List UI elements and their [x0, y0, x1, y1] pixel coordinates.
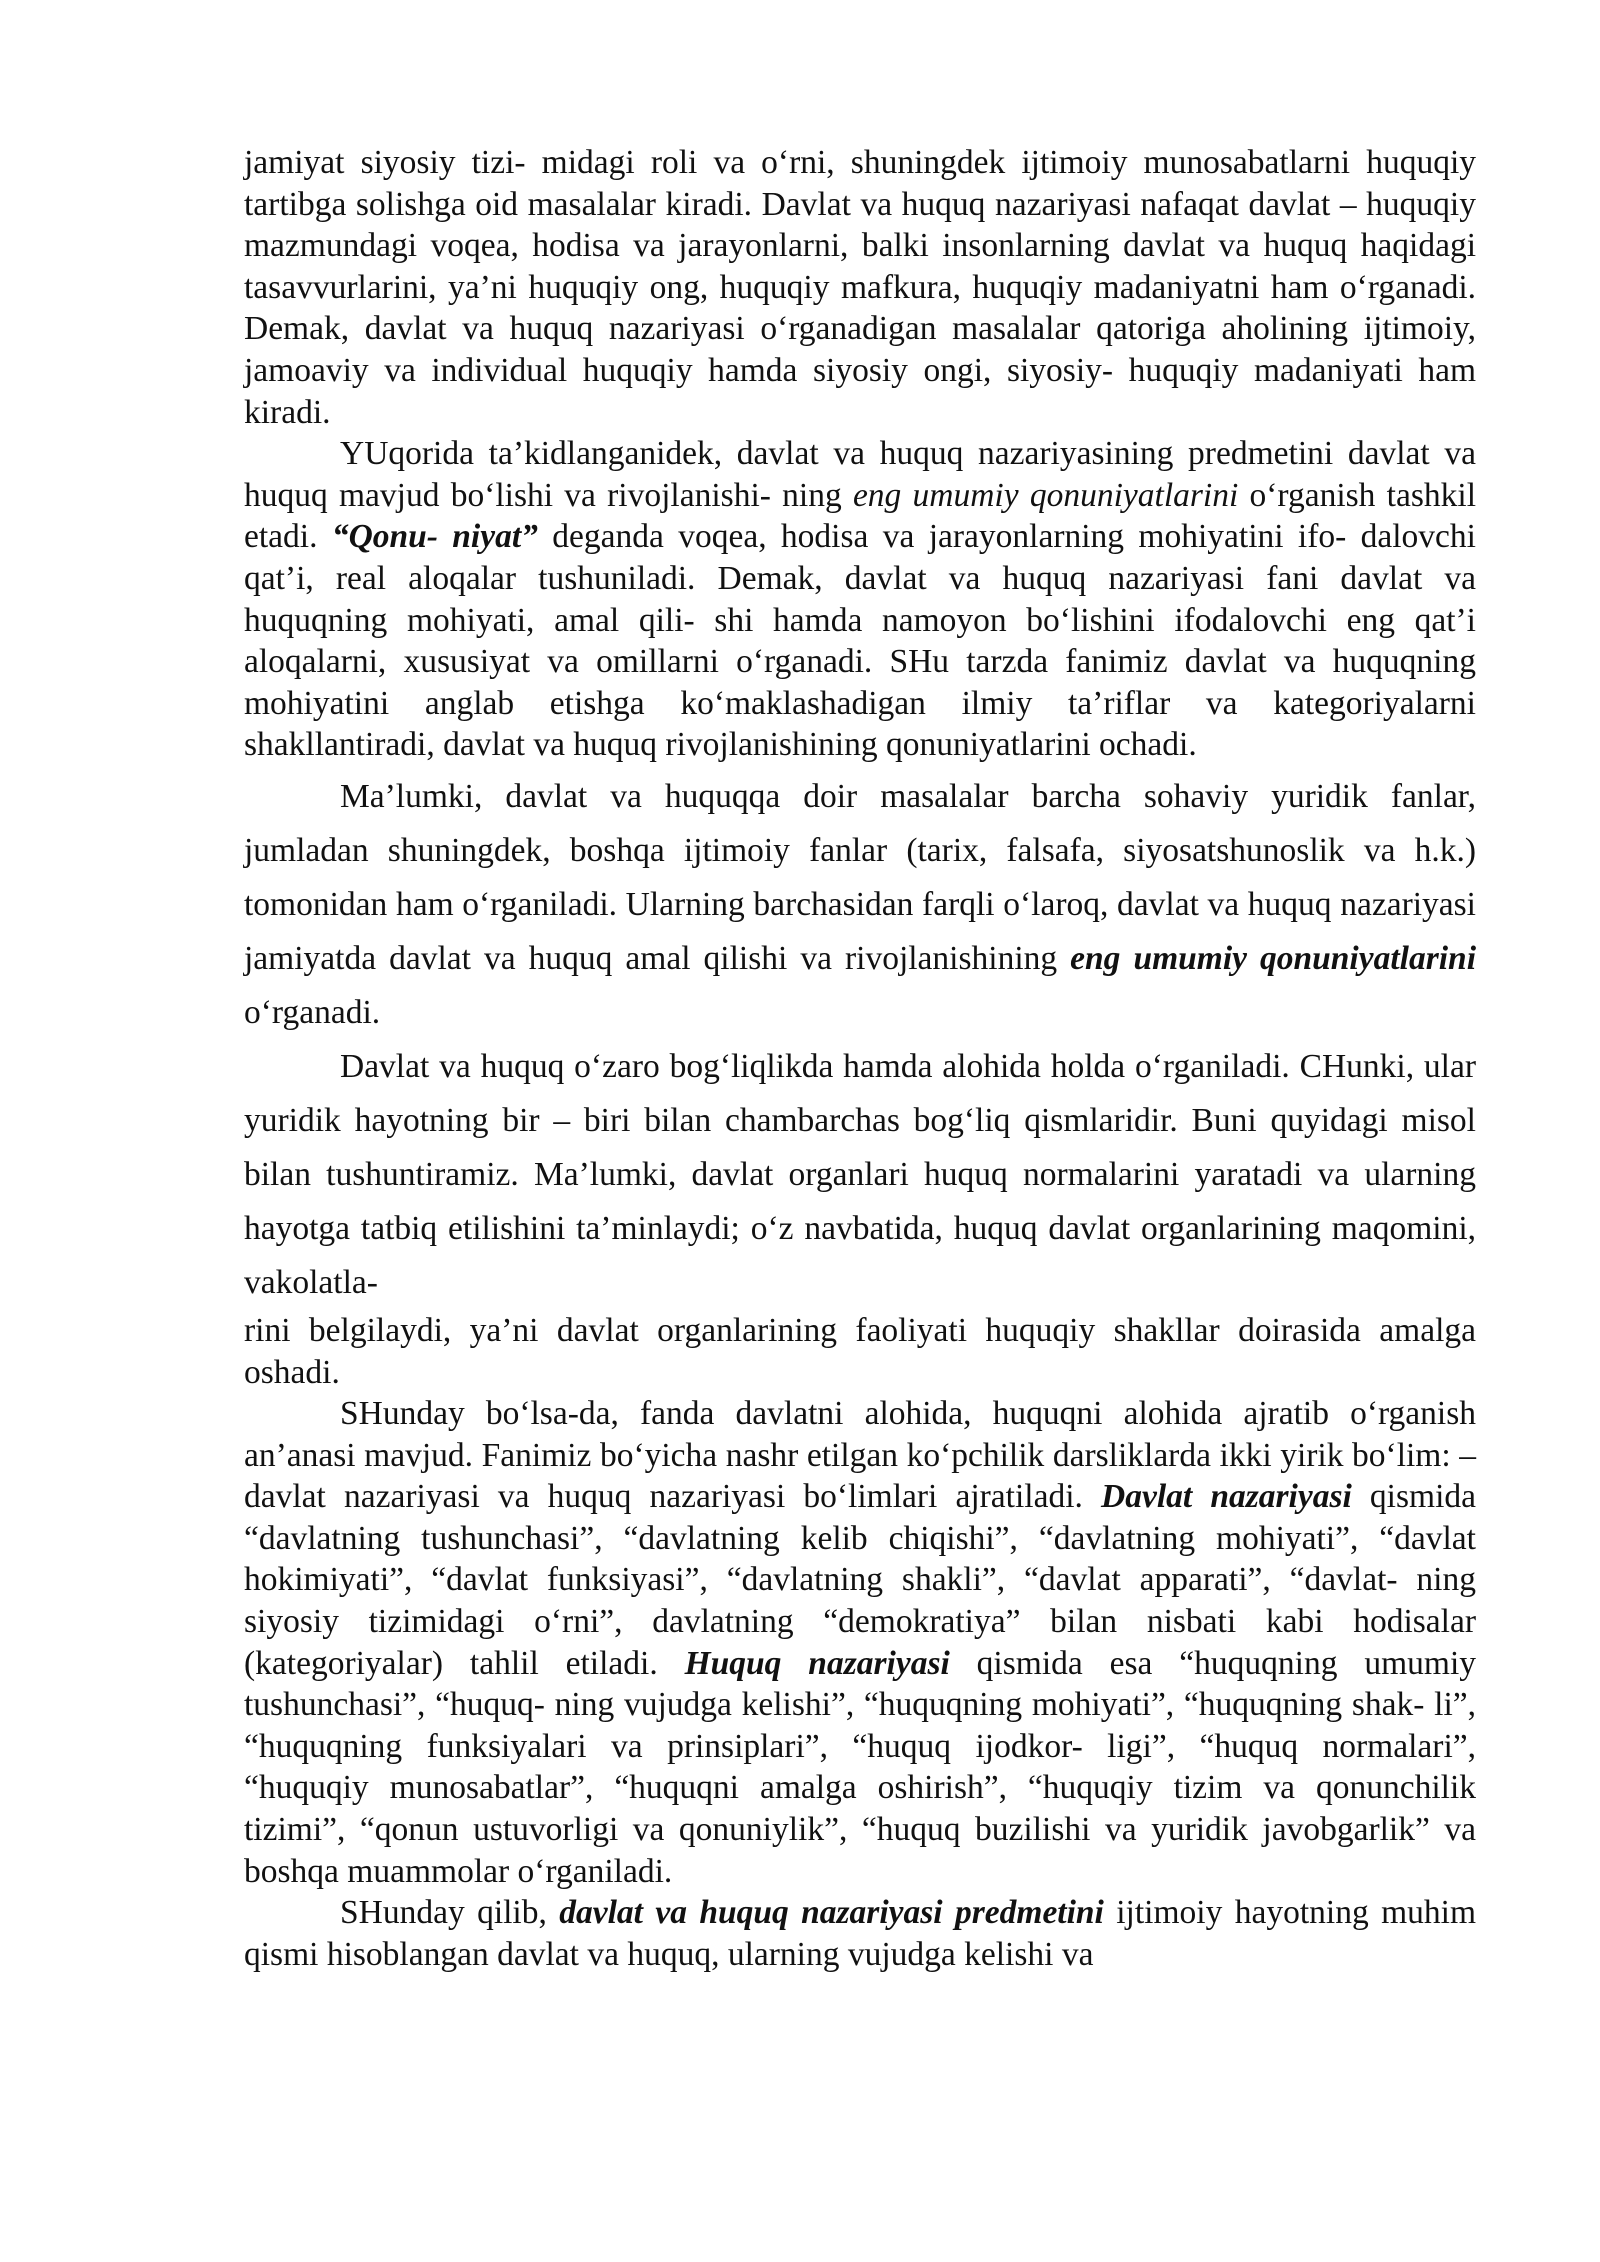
paragraph-text: o‘rganadi.: [244, 993, 381, 1031]
document-body: [244, 142, 1476, 1975]
paragraph-text: SHunday qilib,: [340, 1894, 560, 1932]
paragraph-text: YUqorida ta’kidlanganidek, davlat va huquq nazariyasining predmetini davlat va huquq mavjud bo‘lishi va rivojlanishi- ning: [244, 435, 1476, 514]
bold-italic-term: eng umumiy qonuniyatlarini: [1070, 939, 1476, 977]
bold-italic-term: davlat va huquq nazariyasi predmetini: [559, 1894, 1104, 1932]
paragraph-2: [244, 433, 1476, 766]
paragraph-text: qismida esa “huquqning umumiy tushunchasi”, “huquq- ning vujudga kelishi”, “huquqning mohiyati”, “huquqning shak- li”, “huquqning funksiyalari va prinsiplari”, “huquq ijodkor- ligi”, “huquq normalari”, “huquqiy munosabatlar”, “huquqni amalga oshirish”, “huquqiy tizim va qonunchilik tizimi”, “qonun ustuvorligi va qonuniylik”, “huquq buzilishi va yuridik javobgarlik” va boshqa muammolar o‘rganiladi.: [244, 1644, 1477, 1890]
bold-italic-term: “Qonu- niyat”: [331, 518, 538, 556]
paragraph-3: [244, 770, 1476, 1040]
italic-phrase: eng umumiy qonuniyatlarini: [852, 476, 1239, 514]
paragraph-text: qismida “davlatning tushunchasi”, “davlatning kelib chiqishi”, “davlatning mohiyati”, “davlat hokimiyati”, “davlat funksiyasi”, “davlatning shakli”, “davlat apparati”, “davlat- ning siyosiy tizimidagi o‘rni”, davlatning “demokratiya” bilan nisbati kabi hodisalar (kategoriyalar) tahlil etiladi.: [244, 1478, 1477, 1682]
paragraph-text: Ma’lumki, davlat va huquqqa doir masalalar barcha sohaviy yuridik fanlar, jumladan shuningdek, boshqa ijtimoiy fanlar (tarix, falsafa, siyosatshunoslik va h.k.) tomonidan ham o‘rganiladi. Ularning barchasidan farqli o‘laroq, davlat va huquq nazariyasi jamiyatda davlat va huquq amal qilishi va rivojlanishining: [244, 777, 1476, 977]
paragraph-6: [244, 1892, 1476, 1975]
paragraph-5: [244, 1393, 1476, 1892]
paragraph-4: [244, 1040, 1476, 1310]
paragraph-text: Davlat va huquq o‘zaro bog‘liqlikda hamda alohida holda o‘rganiladi. CHunki, ular yuridik hayotning bir – biri bilan chambarchas bog‘liq qismlaridir. Buni quyidagi misol bilan tushuntiramiz. Ma’lumki, davlat organlari huquq normalarini yaratadi va ularning hayotga tatbiq etilishini ta’minlaydi; o‘z navbatida, huquq davlat organlarining maqomini, vakolatla-: [244, 1047, 1476, 1301]
paragraph-text: deganda voqea, hodisa va jarayonlarning mohiyatini ifo- dalovchi qat’i, real aloqalar tushuniladi. Demak, davlat va huquq nazariyasi fani davlat va huquqning mohiyati, amal qili- shi hamda namoyon bo‘lishini ifodalovchi eng qat’i aloqalarni, xususiyat va omillarni o‘rganadi. SHu tarzda fanimiz davlat va huquqning mohiyatini anglab etishga ko‘maklashadigan ilmiy ta’riflar va kategoriyalarni shakllantiradi, davlat va huquq rivojlanishining qonuniyatlarini ochadi.: [244, 518, 1476, 764]
bold-italic-term: Huquq nazariyasi: [684, 1644, 950, 1682]
paragraph-text: o‘rganish tashkil etadi.: [244, 476, 1476, 556]
bold-italic-term: Davlat nazariyasi: [1101, 1478, 1352, 1516]
paragraph-text: SHunday bo‘lsa-da, fanda davlatni alohida, huquqni alohida ajratib o‘rganish an’anasi mavjud. Fanimiz bo‘yicha nashr etilgan ko‘pchilik darsliklarda ikki yirik bo‘lim: – davlat nazariyasi va huquq nazariyasi bo‘limlari ajratiladi.: [244, 1395, 1476, 1516]
paragraph-text: ijtimoiy hayotning muhim qismi hisoblangan davlat va huquq, ularning vujudga kelishi va: [244, 1894, 1477, 1973]
paragraph-1: [244, 142, 1476, 433]
paragraph-4-continued: [244, 1310, 1476, 1393]
paragraph-text: jamiyat siyosiy tizi- midagi roli va o‘rni, shuningdek ijtimoiy munosabatlarni huquqiy tartibga solishga oid masalalar kiradi. Davlat va huquq nazariyasi nafaqat davlat – huquqiy mazmundagi voqea, hodisa va jarayonlarni, balki insonlarning davlat va huquq haqidagi tasavvurlarini, ya’ni huquqiy ong, huquqiy mafkura, huquqiy madaniyatni ham o‘rganadi. Demak, davlat va huquq nazariyasi o‘rganadigan masalalar qatoriga aholining ijtimoiy, jamoaviy va individual huquqiy hamda siyosiy ongi, siyosiy- huquqiy madaniyati ham kiradi.: [244, 144, 1476, 431]
paragraph-text: rini belgilaydi, ya’ni davlat organlarining faoliyati huquqiy shakllar doirasida amalga oshadi.: [244, 1311, 1476, 1391]
